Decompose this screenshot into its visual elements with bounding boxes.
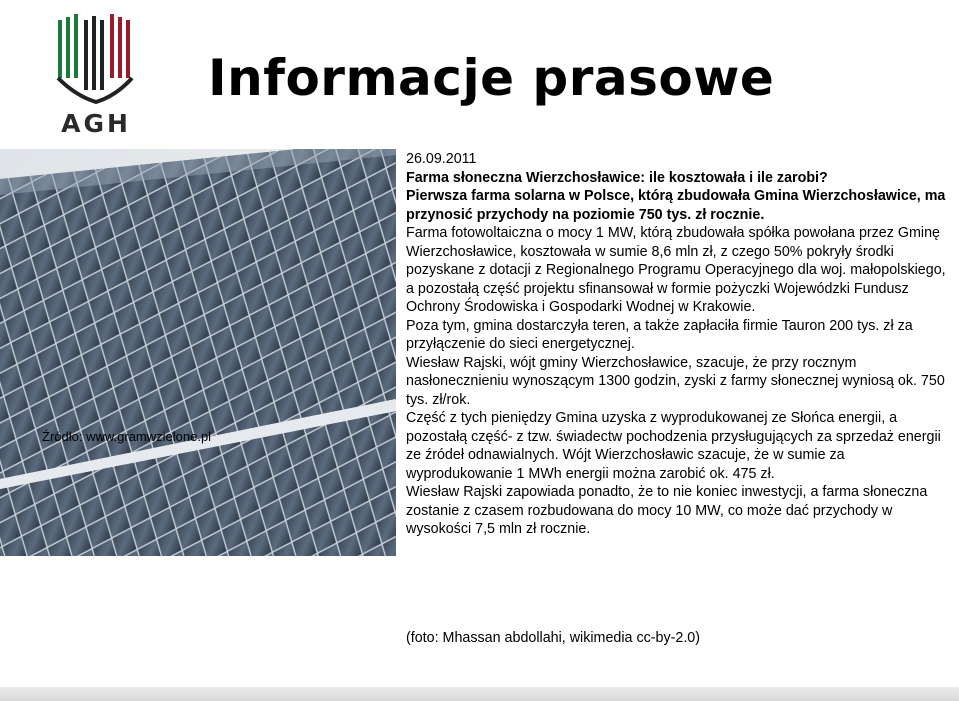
article-headline: Farma słoneczna Wierzchosławice: ile kosztowała i ile zarobi? xyxy=(406,169,828,186)
article-paragraph: Wiesław Rajski zapowiada ponadto, że to nie koniec inwestycji, a farma słoneczna zostanie z czasem rozbudowana do mocy 10 MW, co może dać przychody w wysokości 7,5 mln zł rocznie. xyxy=(406,484,928,537)
solar-panels-image xyxy=(0,149,396,556)
solar-panels-photo xyxy=(0,149,396,556)
article-date: 26.09.2011 xyxy=(406,151,477,167)
article-paragraph: Poza tym, gmina dostarczyła teren, a także zapłaciła firmie Tauron 200 tys. zł za przyłączenie do sieci energetycznej. xyxy=(406,317,913,352)
bottom-bar xyxy=(0,687,959,701)
photo-source: (foto: Mhassan abdollahi, wikimedia cc-by-2.0) xyxy=(406,630,701,646)
article-lead: Pierwsza farma solarna w Polsce, którą zbudowała Gmina Wierzchosławice, ma przynosić przychody na poziomie 750 tys. zł rocznie. xyxy=(406,188,946,223)
logo-text: AGH xyxy=(61,109,131,138)
article-paragraph: Farma fotowoltaiczna o mocy 1 MW, którą zbudowała spółka powołana przez Gminę Wierzchosławice, kosztowała w sumie 8,6 mln zł, z czego 50% pokryły środki pozyskane z dotacji z Regionalnego Programu Operacyjnego dla woj. małopolskiego, a pozostałą część projektu sfinansował w formie pożyczki Wojewódzki Fundusz Ochrony Środowiska i Gospodarki Wodnej w Krakowie. xyxy=(406,225,946,315)
article-paragraph: Wiesław Rajski, wójt gminy Wierzchosławice, szacuje, że przy rocznym nasłonecznieniu wynoszącym 1300 godzin, zyski z farmy słonecznej wyniosą ok. 750 tys. zł/rok. xyxy=(406,354,945,408)
photo-credit: Źródło: www.gramwzielone.pl xyxy=(42,429,212,444)
article-paragraph: Część z tych pieniędzy Gmina uzyska z wyprodukowanej ze Słońca energii, a pozostałą część- z tzw. świadectw pochodzenia przysługujących za sprzedaż energii ze źródeł odnawialnych. Wójt Wierzchosławic szacuje, że w sumie za wyprodukowanie 1 MWh energii można zarobić ok. 475 zł. xyxy=(406,410,941,482)
press-article xyxy=(406,150,946,539)
page-title: Informacje prasowe xyxy=(208,49,775,107)
agh-logo xyxy=(56,14,136,139)
agh-logo-emblem xyxy=(56,14,136,109)
